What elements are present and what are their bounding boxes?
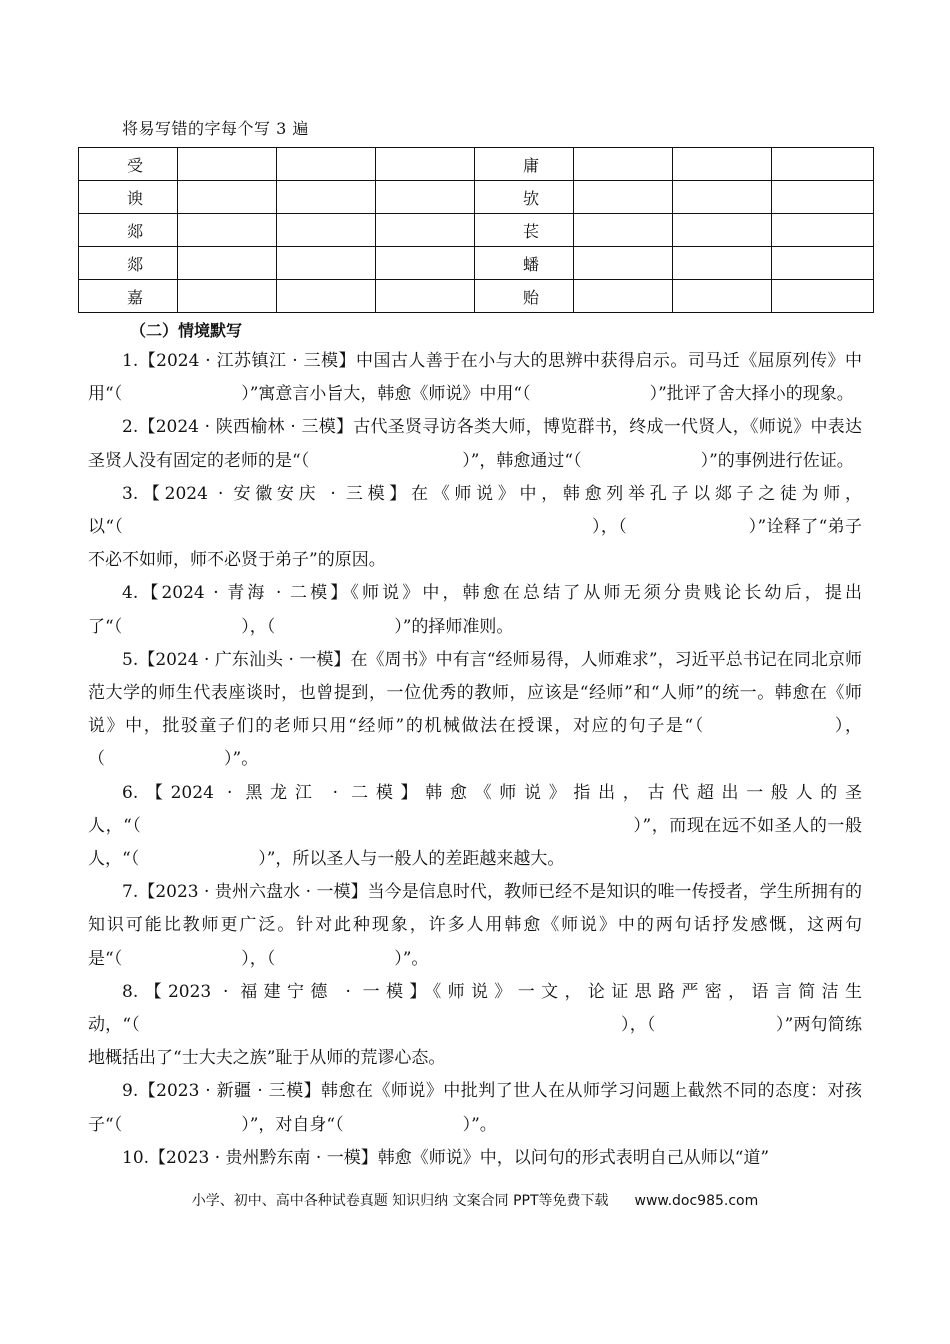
question-item xyxy=(88,478,862,578)
character-cell: 庸 xyxy=(475,148,574,181)
writing-cell[interactable] xyxy=(673,280,772,313)
writing-cell[interactable] xyxy=(673,181,772,214)
question-item xyxy=(88,777,862,877)
question-num: 6. xyxy=(122,782,139,803)
character-cell: 郯 xyxy=(79,214,178,247)
writing-cell[interactable] xyxy=(772,148,874,181)
questions-list xyxy=(88,345,862,1175)
question-text: 《师说》中，韩愈在总结了从师无须分贵贱论长幼后，提出了“（ ），（ ）”的择师准则。 xyxy=(88,583,863,637)
table-row xyxy=(79,181,874,214)
character-cell: 贻 xyxy=(475,280,574,313)
question-num: 10. xyxy=(122,1147,150,1168)
table-row xyxy=(79,148,874,181)
writing-cell[interactable] xyxy=(277,148,376,181)
question-item xyxy=(88,644,862,777)
question-source: 【2023 · 福建宁德 · 一模】 xyxy=(138,981,433,1002)
question-item xyxy=(88,976,862,1076)
question-text: 中国古人善于在小与大的思辨中获得启示。司马迁《屈原列传》中用“（ ）”寓意言小旨大，韩愈《师说》中用“（ ）”批评了舍大择小的现象。 xyxy=(88,351,863,405)
page-footer xyxy=(0,1190,950,1210)
writing-cell[interactable] xyxy=(277,280,376,313)
question-text: 在《师说》中，韩愈列举孔子以郯子之徒为师，以“（ ），（ ）”诠释了“弟子不必不如师，师不必贤于弟子”的原因。 xyxy=(88,483,863,571)
question-text: 韩愈在《师说》中批判了世人在从师学习问题上截然不同的态度：对孩子“（ ）”，对自身“（ ）”。 xyxy=(88,1081,863,1135)
writing-cell[interactable] xyxy=(178,247,277,280)
question-text: 韩愈《师说》中，以问句的形式表明自己从师以“道” xyxy=(377,1147,770,1168)
question-num: 5. xyxy=(122,649,139,670)
question-source: 【2023 · 新疆 · 三模】 xyxy=(138,1081,322,1102)
question-text: 韩愈《师说》指出，古代超出一般人的圣人，“（ ）”，而现在远不如圣人的一般人，“（ ）”，所以圣人与一般人的差距越来越大。 xyxy=(88,782,863,870)
character-cell: 谀 xyxy=(79,181,178,214)
question-text: 古代圣贤寻访各类大师，博览群书，终成一代贤人，《师说》中表达圣贤人没有固定的老师的是“（ ）”，韩愈通过“（ ）”的事例进行佐证。 xyxy=(88,417,863,471)
writing-cell[interactable] xyxy=(277,181,376,214)
writing-cell[interactable] xyxy=(772,181,874,214)
question-source: 【2024 · 安徽安庆 · 三模】 xyxy=(138,483,412,504)
question-item xyxy=(88,345,862,411)
question-source: 【2023 · 贵州六盘水 · 一模】 xyxy=(138,882,368,903)
writing-cell[interactable] xyxy=(772,280,874,313)
table-row xyxy=(79,280,874,313)
question-text: 《师说》一文，论证思路严密，语言简洁生动，“（ ），（ ）”两句简练地概括出了“士大夫之族”耻于从师的荒谬心态。 xyxy=(88,981,863,1069)
practice-table xyxy=(78,147,874,313)
writing-cell[interactable] xyxy=(178,181,277,214)
question-item xyxy=(88,1142,862,1175)
writing-cell[interactable] xyxy=(178,280,277,313)
question-item xyxy=(88,876,862,976)
character-cell: 苌 xyxy=(475,214,574,247)
question-num: 4. xyxy=(122,583,139,604)
question-item xyxy=(88,411,862,477)
question-num: 9. xyxy=(122,1081,139,1102)
character-cell: 郯 xyxy=(79,247,178,280)
character-cell: 受 xyxy=(79,148,178,181)
footer-url: www.doc985.com xyxy=(634,1193,759,1209)
question-source: 【2024 · 黑龙江 · 二模】 xyxy=(138,782,426,803)
question-source: 【2024 · 广东汕头 · 一模】 xyxy=(138,649,351,670)
question-item xyxy=(88,577,862,643)
writing-cell[interactable] xyxy=(376,247,475,280)
writing-cell[interactable] xyxy=(574,247,673,280)
question-num: 3. xyxy=(122,483,139,504)
section-title: （二）情境默写 xyxy=(130,321,243,340)
question-num: 8. xyxy=(122,981,139,1002)
writing-cell[interactable] xyxy=(376,148,475,181)
table-row xyxy=(79,247,874,280)
table-row xyxy=(79,214,874,247)
writing-cell[interactable] xyxy=(673,214,772,247)
writing-cell[interactable] xyxy=(772,214,874,247)
writing-cell[interactable] xyxy=(178,148,277,181)
question-num: 2. xyxy=(122,417,139,438)
writing-cell[interactable] xyxy=(376,181,475,214)
question-num: 1. xyxy=(122,351,139,371)
character-cell: 欤 xyxy=(475,181,574,214)
writing-cell[interactable] xyxy=(673,247,772,280)
writing-cell[interactable] xyxy=(277,247,376,280)
writing-cell[interactable] xyxy=(673,148,772,181)
question-num: 7. xyxy=(122,882,139,903)
character-cell: 蟠 xyxy=(475,247,574,280)
question-source: 【2024 · 青海 · 二模】 xyxy=(138,583,351,604)
footer-text: 小学、初中、高中各种试卷真题 知识归纳 文案合同 PPT等免费下载 xyxy=(191,1193,609,1209)
question-source: 【2024 · 江苏镇江 · 三模】 xyxy=(138,351,356,371)
question-text: 在《周书》中有言“经师易得，人师难求”，习近平总书记在同北京师范大学的师生代表座谈时，也曾提到，一位优秀的教师，应该是“经师”和“人师”的统一。韩愈在《师说》中，批驳童子们的老师只用“经师”的机械做法在授课，对应的句子是“（ ），（ ）”。 xyxy=(88,649,862,770)
question-source: 【2023 · 贵州黔东南 · 一模】 xyxy=(149,1147,378,1168)
question-item xyxy=(88,1075,862,1141)
writing-cell[interactable] xyxy=(574,280,673,313)
writing-cell[interactable] xyxy=(178,214,277,247)
question-source: 【2024 · 陕西榆林 · 三模】 xyxy=(138,417,354,438)
writing-cell[interactable] xyxy=(574,148,673,181)
writing-cell[interactable] xyxy=(277,214,376,247)
writing-cell[interactable] xyxy=(376,214,475,247)
writing-cell[interactable] xyxy=(772,247,874,280)
writing-cell[interactable] xyxy=(574,181,673,214)
instruction-text: 将易写错的字每个写 3 遍 xyxy=(122,119,309,138)
question-text: 当今是信息时代，教师已经不是知识的唯一传授者，学生所拥有的知识可能比教师更广泛。针对此种现象，许多人用韩愈《师说》中的两句话抒发感慨，这两句是“（ ），（ ）”。 xyxy=(88,882,863,969)
character-cell: 嘉 xyxy=(79,280,178,313)
writing-cell[interactable] xyxy=(376,280,475,313)
writing-cell[interactable] xyxy=(574,214,673,247)
